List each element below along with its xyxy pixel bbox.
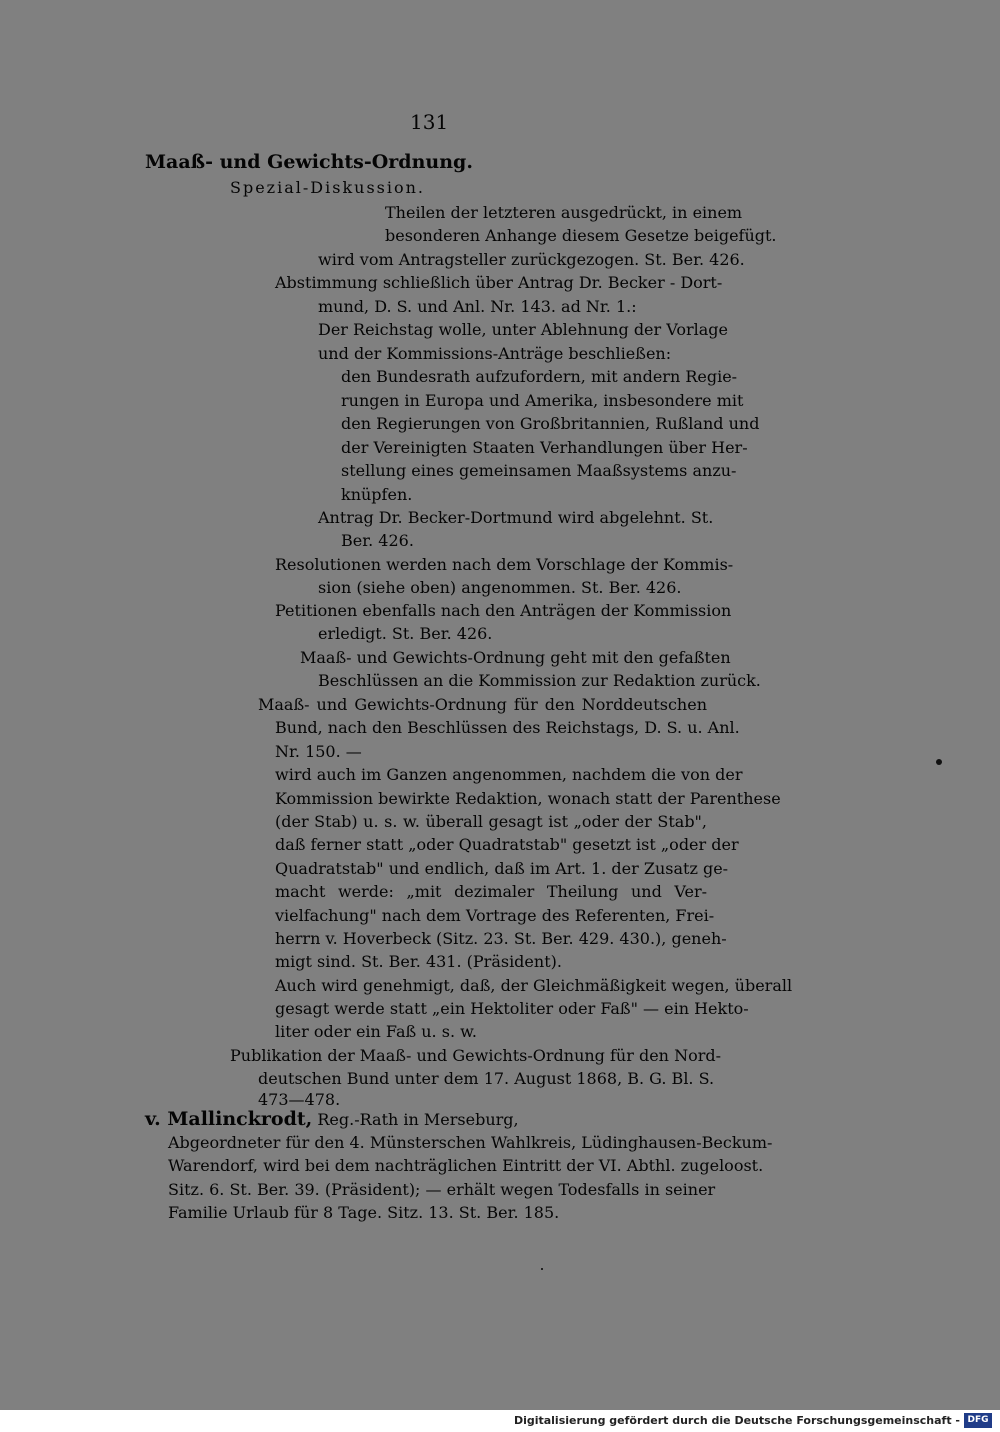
- text-line: Nr. 150. —: [275, 742, 362, 761]
- text-line: liter oder ein Faß u. s. w.: [275, 1022, 477, 1041]
- text-line: stellung eines gemeinsamen Maaßsystems anzu-: [341, 461, 737, 480]
- text-line: Publikation der Maaß- und Gewichts-Ordnung für den Nord-: [230, 1046, 721, 1065]
- text-line: Sitz. 6. St. Ber. 39. (Präsident); — erhält wegen Todesfalls in seiner: [168, 1180, 716, 1199]
- text-line: wird auch im Ganzen angenommen, nachdem die von der: [275, 765, 743, 784]
- text-line: wird vom Antragsteller zurückgezogen. St. Ber. 426.: [318, 250, 745, 269]
- text-line: Familie Urlaub für 8 Tage. Sitz. 13. St. Ber. 185.: [168, 1203, 560, 1222]
- text-line: vielfachung" nach dem Vortrage des Referenten, Frei-: [275, 906, 715, 925]
- dfg-logo-icon: DFG: [964, 1413, 992, 1428]
- footer-bar: [0, 1410, 1000, 1432]
- text-line: Petitionen ebenfalls nach den Anträgen der Kommission: [275, 601, 732, 620]
- text-line: Der Reichstag wolle, unter Ablehnung der Vorlage: [318, 320, 728, 339]
- text-line: Maaß- und Gewichts-Ordnung für den Norddeutschen: [258, 695, 707, 714]
- person-name: v. Mallinckrodt,: [145, 1108, 313, 1130]
- text-line: Theilen der letzteren ausgedrückt, in einem: [385, 203, 743, 222]
- text-line: erledigt. St. Ber. 426.: [318, 624, 493, 643]
- page-number: 131: [410, 110, 449, 134]
- text-line: macht werde: „mit dezimaler Theilung und Ver-: [275, 882, 707, 901]
- text-line: den Regierungen von Großbritannien, Rußland und: [341, 414, 760, 433]
- text-line: (der Stab) u. s. w. überall gesagt ist „oder der Stab",: [275, 812, 707, 831]
- text-line: der Vereinigten Staaten Verhandlungen über Her-: [341, 438, 748, 457]
- scan-speck: [541, 1268, 543, 1270]
- person-role: Reg.-Rath in Merseburg,: [317, 1110, 519, 1129]
- text-line: herrn v. Hoverbeck (Sitz. 23. St. Ber. 429. 430.), geneh-: [275, 929, 727, 948]
- text-line: Quadratstab" und endlich, daß im Art. 1. der Zusatz ge-: [275, 859, 729, 878]
- section-subtitle: Spezial-Diskussion.: [230, 178, 425, 197]
- text-line: deutschen Bund unter dem 17. August 1868, B. G. Bl. S.: [258, 1069, 715, 1088]
- text-line: Kommission bewirkte Redaktion, wonach statt der Parenthese: [275, 789, 781, 808]
- text-line: Bund, nach den Beschlüssen des Reichstags, D. S. u. Anl.: [275, 718, 740, 737]
- text-line: besonderen Anhange diesem Gesetze beigefügt.: [385, 226, 777, 245]
- text-line: Abgeordneter für den 4. Münsterschen Wahlkreis, Lüdinghausen-Beckum-: [168, 1133, 773, 1152]
- person-entry-head: [145, 1109, 519, 1130]
- text-line: sion (siehe oben) angenommen. St. Ber. 426.: [318, 578, 682, 597]
- text-line: den Bundesrath aufzufordern, mit andern Regie-: [341, 367, 738, 386]
- text-line: migt sind. St. Ber. 431. (Präsident).: [275, 952, 562, 971]
- text-line: rungen in Europa und Amerika, insbesondere mit: [341, 391, 744, 410]
- section-title: Maaß- und Gewichts-Ordnung.: [145, 151, 473, 173]
- text-line: gesagt werde statt „ein Hektoliter oder Faß" — ein Hekto-: [275, 999, 749, 1018]
- footer-credit: Digitalisierung gefördert durch die Deutsche Forschungsgemeinschaft -: [513, 1414, 960, 1427]
- text-line: daß ferner statt „oder Quadratstab" gesetzt ist „oder der: [275, 835, 739, 854]
- text-line: Resolutionen werden nach dem Vorschlage der Kommis-: [275, 555, 734, 574]
- ink-blot: [936, 759, 942, 765]
- text-line: Antrag Dr. Becker-Dortmund wird abgelehnt. St.: [318, 508, 714, 527]
- text-line: 473—478.: [258, 1090, 341, 1109]
- text-line: Beschlüssen an die Kommission zur Redaktion zurück.: [318, 671, 761, 690]
- text-line: knüpfen.: [341, 485, 413, 504]
- text-line: Maaß- und Gewichts-Ordnung geht mit den gefaßten: [300, 648, 731, 667]
- text-line: Auch wird genehmigt, daß, der Gleichmäßigkeit wegen, überall: [275, 976, 793, 995]
- text-line: Abstimmung schließlich über Antrag Dr. Becker - Dort-: [275, 273, 723, 292]
- text-line: Warendorf, wird bei dem nachträglichen Eintritt der VI. Abthl. zugeloost.: [168, 1156, 764, 1175]
- text-line: und der Kommissions-Anträge beschließen:: [318, 344, 672, 363]
- text-line: Ber. 426.: [341, 531, 414, 550]
- text-line: mund, D. S. und Anl. Nr. 143. ad Nr. 1.:: [318, 297, 637, 316]
